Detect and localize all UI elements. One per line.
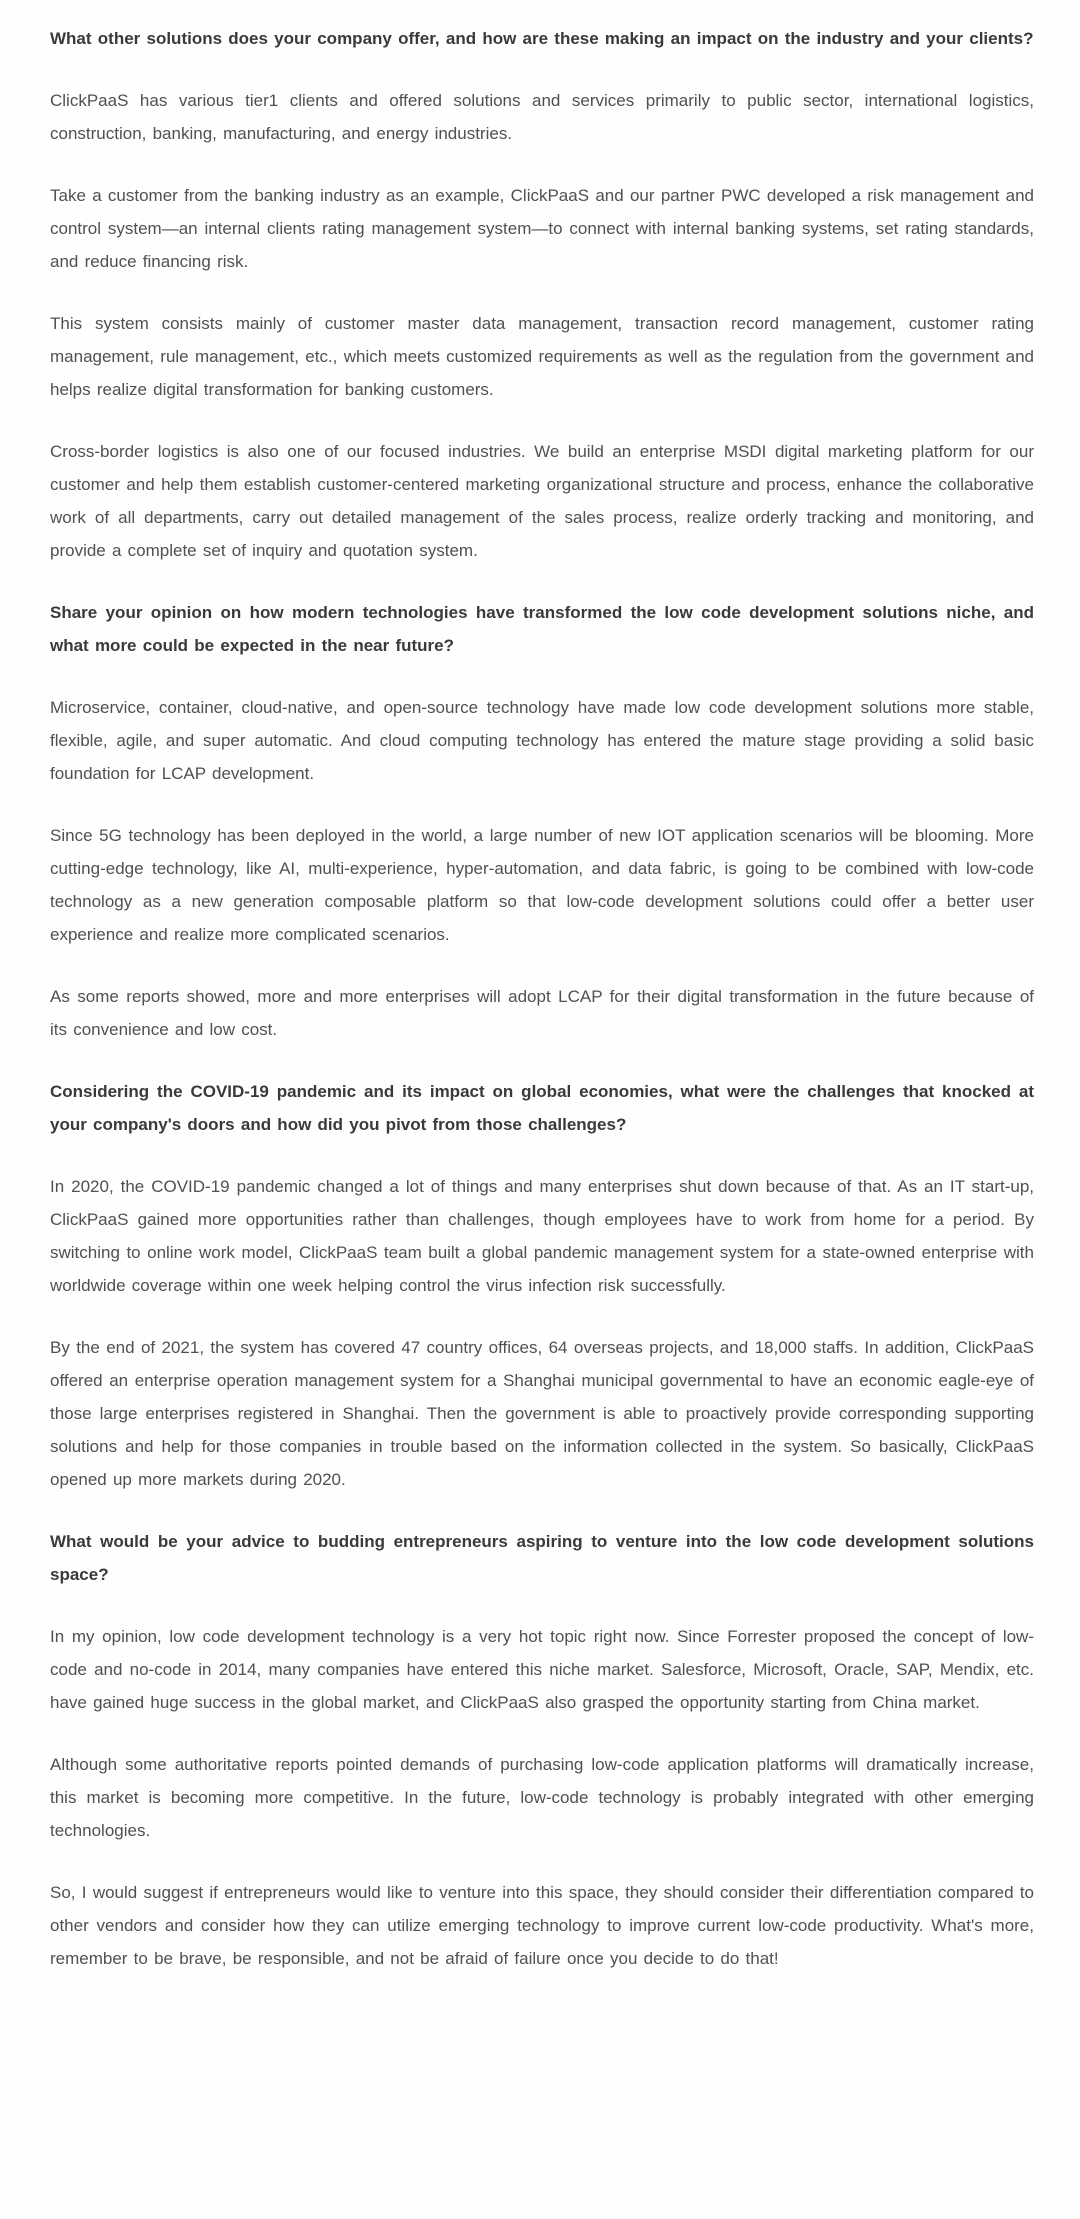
question-heading: Considering the COVID-19 pandemic and its impact on global economies, what were the challenges that knocked at your company's doors and how did you pivot from those challenges? [50, 1082, 1034, 1134]
body-paragraph: In my opinion, low code development technology is a very hot topic right now. Since Forrester proposed the concept of low-code and no-code in 2014, many companies have entered this niche market. Salesforce, Microsoft, Oracle, SAP, Mendix, etc. have gained huge success in the global market, and ClickPaaS also grasped the opportunity starting from China market. [50, 1627, 1034, 1712]
body-paragraph: As some reports showed, more and more enterprises will adopt LCAP for their digital transformation in the future because of its convenience and low cost. [50, 987, 1034, 1039]
body-paragraph: Take a customer from the banking industry as an example, ClickPaaS and our partner PWC developed a risk management and control system—an internal clients rating management system—to connect with internal banking systems, set rating standards, and reduce financing risk. [50, 186, 1034, 271]
question-heading: What would be your advice to budding entrepreneurs aspiring to venture into the low code development solutions space? [50, 1532, 1034, 1584]
body-paragraph: Microservice, container, cloud-native, and open-source technology have made low code development solutions more stable, flexible, agile, and super automatic. And cloud computing technology has entered the mature stage providing a solid basic foundation for LCAP development. [50, 698, 1034, 783]
question-heading: What other solutions does your company offer, and how are these making an impact on the industry and your clients? [50, 29, 1034, 48]
body-paragraph: By the end of 2021, the system has covered 47 country offices, 64 overseas projects, and 18,000 staffs. In addition, ClickPaaS offered an enterprise operation management system for a Shanghai municipal governmental to have an economic eagle-eye of those large enterprises registered in Shanghai. Then the government is able to proactively provide corresponding supporting solutions and help for those companies in trouble based on the information collected in the system. So basically, ClickPaaS opened up more markets during 2020. [50, 1338, 1034, 1489]
body-paragraph: In 2020, the COVID-19 pandemic changed a lot of things and many enterprises shut down because of that. As an IT start-up, ClickPaaS gained more opportunities rather than challenges, though employees have to work from home for a period. By switching to online work model, ClickPaaS team built a global pandemic management system for a state-owned enterprise with worldwide coverage within one week helping control the virus infection risk successfully. [50, 1177, 1034, 1295]
question-heading: Share your opinion on how modern technologies have transformed the low code development solutions niche, and what more could be expected in the near future? [50, 603, 1034, 655]
body-paragraph: Although some authoritative reports pointed demands of purchasing low-code application platforms will dramatically increase, this market is becoming more competitive. In the future, low-code technology is probably integrated with other emerging technologies. [50, 1755, 1034, 1840]
body-paragraph: Since 5G technology has been deployed in the world, a large number of new IOT application scenarios will be blooming. More cutting-edge technology, like AI, multi-experience, hyper-automation, and data fabric, is going to be combined with low-code technology as a new generation composable platform so that low-code development solutions could offer a better user experience and realize more complicated scenarios. [50, 826, 1034, 944]
body-paragraph: This system consists mainly of customer master data management, transaction record management, customer rating management, rule management, etc., which meets customized requirements as well as the regulation from the government and helps realize digital transformation for banking customers. [50, 314, 1034, 399]
body-paragraph: Cross-border logistics is also one of our focused industries. We build an enterprise MSDI digital marketing platform for our customer and help them establish customer-centered marketing organizational structure and process, enhance the collaborative work of all departments, carry out detailed management of the sales process, realize orderly tracking and monitoring, and provide a complete set of inquiry and quotation system. [50, 442, 1034, 560]
body-paragraph: So, I would suggest if entrepreneurs would like to venture into this space, they should consider their differentiation compared to other vendors and consider how they can utilize emerging technology to improve current low-code productivity. What's more, remember to be brave, be responsible, and not be afraid of failure once you decide to do that! [50, 1883, 1034, 1968]
body-paragraph: ClickPaaS has various tier1 clients and offered solutions and services primarily to public sector, international logistics, construction, banking, manufacturing, and energy industries. [50, 91, 1034, 143]
